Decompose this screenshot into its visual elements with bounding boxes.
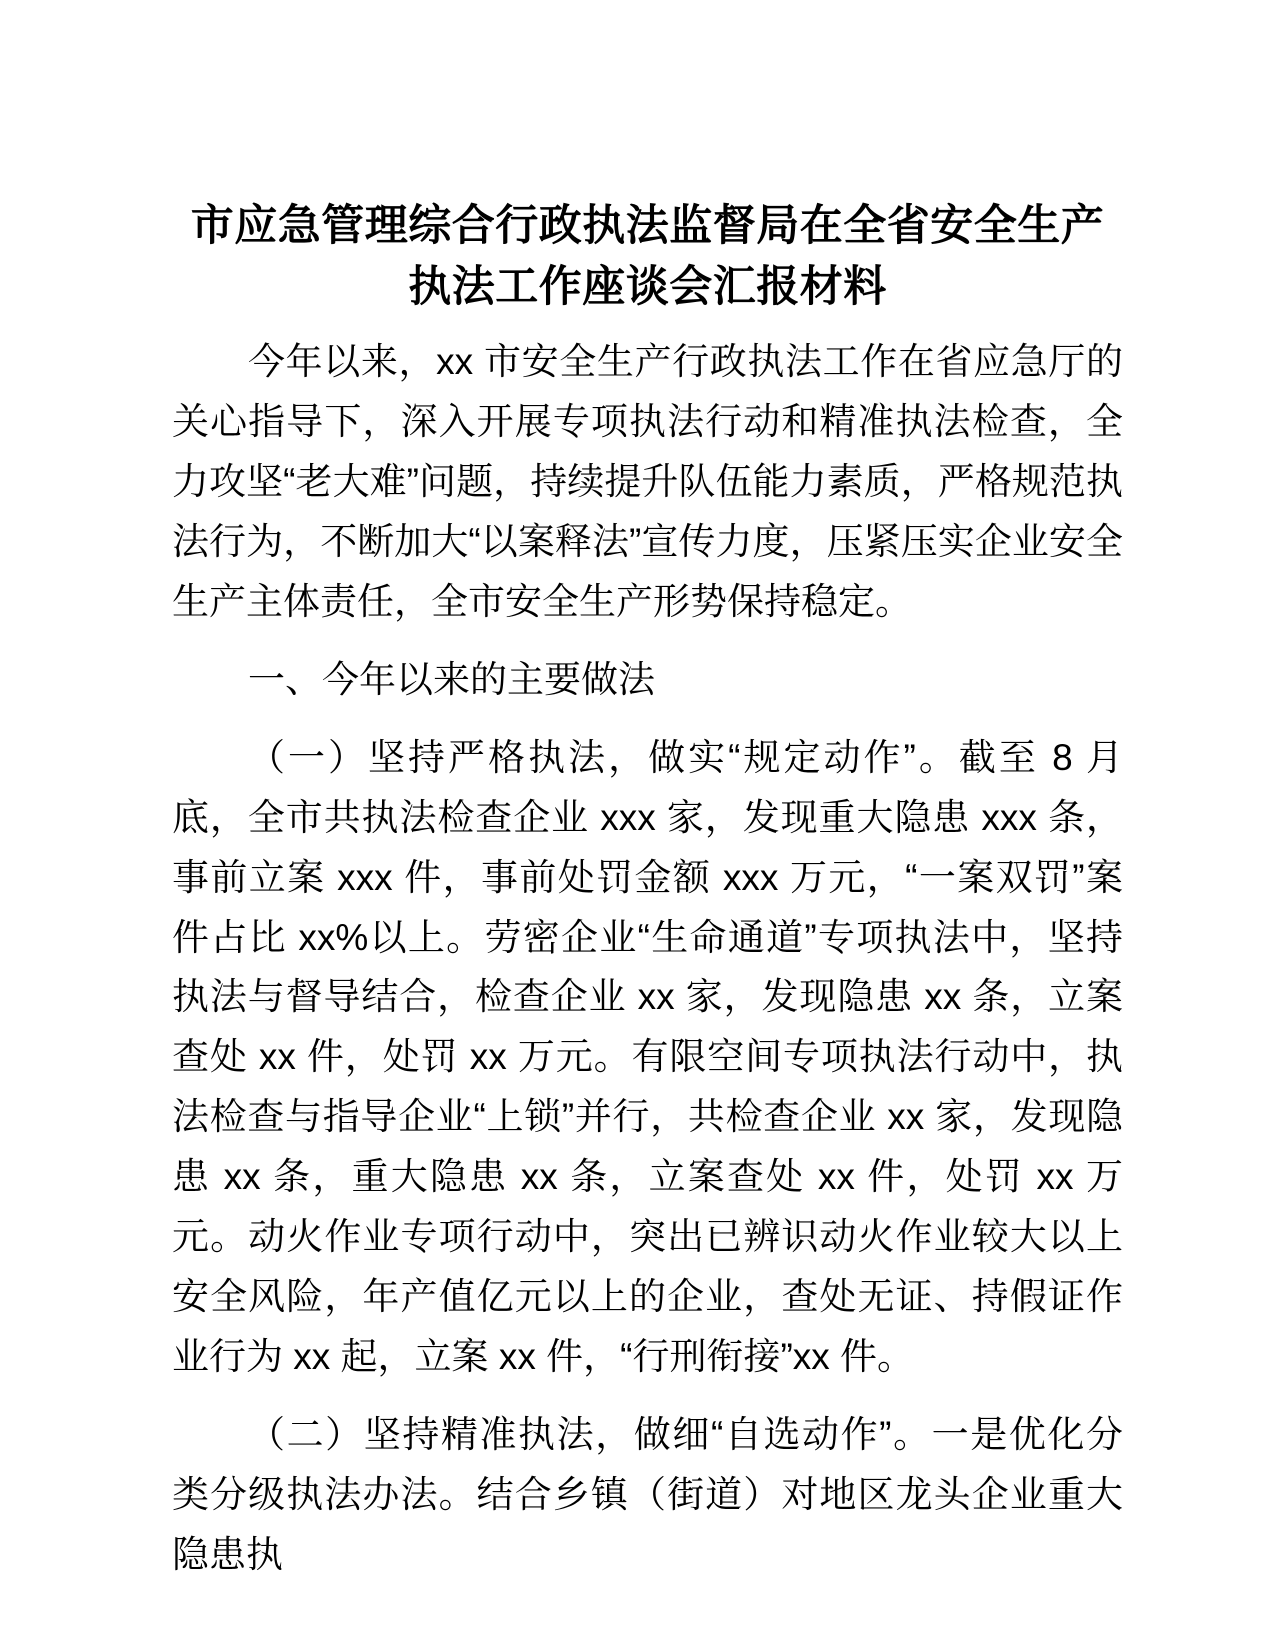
page-title: 市应急管理综合行政执法监督局在全省安全生产执法工作座谈会汇报材料 <box>190 202 1105 312</box>
section-1-paragraph-2: （二）坚持精准执法，做细“自选动作”。一是优化分类分级执法办法。结合乡镇（街道）对地区龙头企业重大隐患执 <box>172 1414 1123 1575</box>
paragraph-spacer <box>172 638 1123 650</box>
section-heading-1: 一、今年以来的主要做法 <box>248 658 655 700</box>
section-1-paragraph-1: （一）坚持严格执法，做实“规定动作”。截至 8 月底，全市共执法检查企业 xxx 家，发现重大隐患 xxx 条，事前立案 xxx 件，事前处罚金额 xxx 万元，“一案双罚”案件占比 xx%以上。劳密企业“生命通道”专项执法中，坚持执法与督导结合，检查企业 xx 家，发现隐患 xx 条，立案查处 xx 件，处罚 xx 万元。有限空间专项执法行动中，执法检查与指导企业“上锁”并行，共检查企业 xx 家，发现隐患 xx 条，重大隐患 xx 条，立案查处 xx 件，处罚 xx 万元。动火作业专项行动中，突出已辨识动火作业较大以上安全风险，年产值亿元以上的企业，查处无证、持假证作业行为 xx 起，立案 xx 件，“行刑衔接”xx 件。 <box>172 736 1123 1378</box>
heading-spacer <box>172 716 1123 728</box>
intro-paragraph: 今年以来，xx 市安全生产行政执法工作在省应急厅的关心指导下，深入开展专项执法行动和精准执法检查，全力攻坚“老大难”问题，持续提升队伍能力素质，严格规范执法行为，不断加大“以案释法”宣传力度，压紧压实企业安全生产主体责任，全市安全生产形势保持稳定。 <box>172 341 1123 622</box>
paragraph-spacer-2 <box>172 1393 1123 1405</box>
